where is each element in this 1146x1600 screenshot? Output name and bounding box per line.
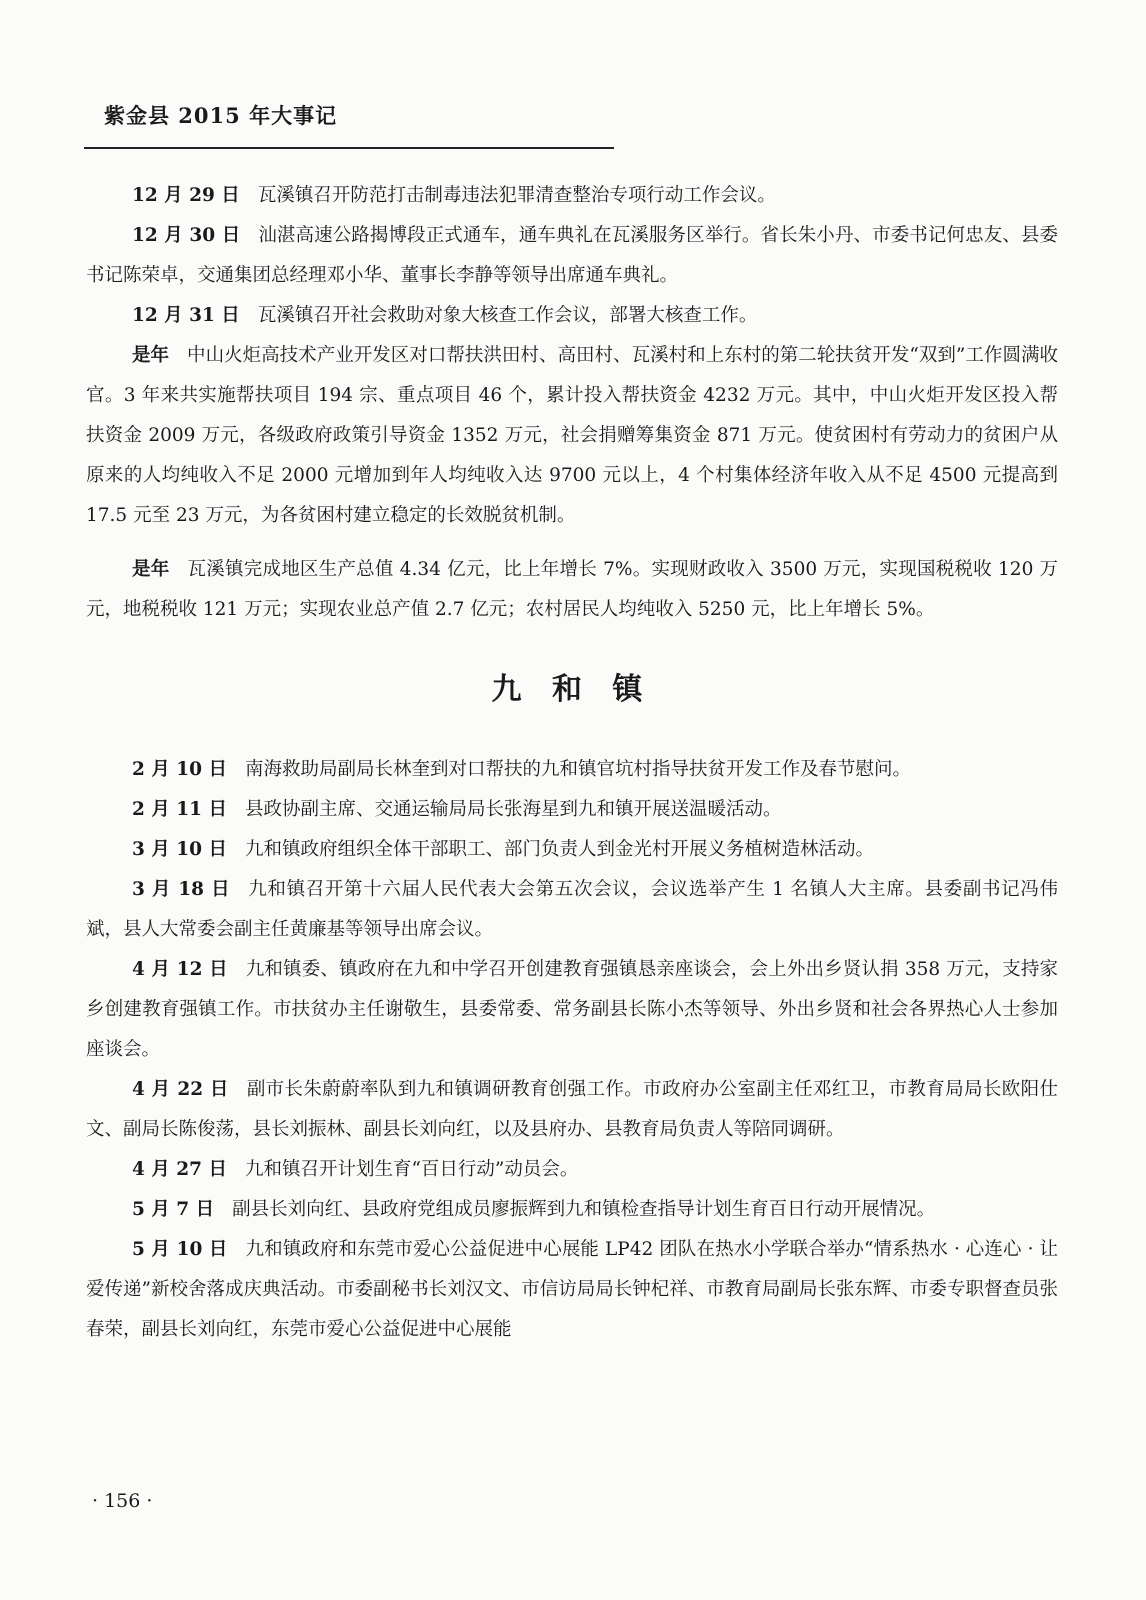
entry-wa-xi-1230 (86, 216, 1058, 296)
entry-text: 县政协副主席、交通运输局局长张海星到九和镇开展送温暖活动。 (244, 799, 782, 820)
entry-date: 3 月 10 日 (132, 839, 227, 860)
entry-text: 瓦溪镇完成地区生产总值 4.34 亿元，比上年增长 7%。实现财政收入 3500 万元，实现国税税收 120 万元，地税税收 121 万元；实现农业总产值 2.7 亿元；农村居民人均纯收入 5250 元，比上年增长 5%。 (86, 559, 1058, 620)
entry-jiu-he-0412 (86, 950, 1058, 1070)
entry-date: 12 月 30 日 (132, 225, 241, 246)
entry-text: 南海救助局副局长林奎到对口帮扶的九和镇官坑村指导扶贫开发工作及春节慰问。 (244, 759, 911, 780)
entry-text: 中山火炬高技术产业开发区对口帮扶洪田村、高田村、瓦溪村和上东村的第二轮扶贫开发“双到”工作圆满收官。3 年来共实施帮扶项目 194 宗、重点项目 46 个，累计投入帮扶资金 4232 万元。其中，中山火炬开发区投入帮扶资金 2009 万元，各级政府政策引导资金 1352 万元，社会捐赠筹集资金 871 万元。使贫困村有劳动力的贫困户从原来的人均纯收入不足 2000 元增加到年人均纯收入达 9700 元以上，4 个村集体经济年收入从不足 4500 元提高到 17.5 元至 23 万元，为各贫困村建立稳定的长效脱贫机制。 (86, 345, 1058, 526)
entry-date: 5 月 10 日 (132, 1239, 228, 1260)
entry-date: 4 月 12 日 (132, 959, 228, 980)
entry-text: 九和镇召开计划生育“百日行动”动员会。 (244, 1159, 579, 1180)
entry-date: 4 月 22 日 (132, 1079, 229, 1100)
entry-jiu-he-0211 (86, 790, 1058, 830)
entry-date: 12 月 31 日 (132, 305, 240, 326)
entry-date: 4 月 27 日 (132, 1159, 227, 1180)
entry-text: 瓦溪镇召开防范打击制毒违法犯罪清查整治专项行动工作会议。 (257, 185, 776, 206)
page-number: · 156 · (92, 1490, 153, 1512)
entry-text: 九和镇委、镇政府在九和中学召开创建教育强镇恳亲座谈会，会上外出乡贤认捐 358 万元，支持家乡创建教育强镇工作。市扶贫办主任谢敬生，县委常委、常务副县长陈小杰等领导、外出乡贤和社会各界热心人士参加座谈会。 (86, 959, 1058, 1060)
entry-date: 2 月 11 日 (132, 799, 227, 820)
entry-date: 3 月 18 日 (132, 879, 231, 900)
entry-jiu-he-0310 (86, 830, 1058, 870)
entry-text: 九和镇召开第十六届人民代表大会第五次会议，会议选举产生 1 名镇人大主席。县委副书记冯伟斌，县人大常委会副主任黄廉基等领导出席会议。 (86, 879, 1058, 940)
entry-jiu-he-0210 (86, 750, 1058, 790)
entry-jiu-he-0422 (86, 1070, 1058, 1150)
section-title: 九 和 镇 (491, 672, 653, 707)
entry-text: 瓦溪镇召开社会救助对象大核查工作会议，部署大核查工作。 (257, 305, 758, 326)
entry-wa-xi-1231 (86, 296, 1058, 336)
entry-text: 九和镇政府和东莞市爱心公益促进中心展能 LP42 团队在热水小学联合举办“情系热水 · 心连心 · 让爱传递”新校舍落成庆典活动。市委副秘书长刘汉文、市信访局局长钟杞祥、市教育局副局长张东辉、市委专职督查员张春荣，副县长刘向红，东莞市爱心公益促进中心展能 (86, 1239, 1058, 1340)
header-rule (84, 147, 614, 149)
entry-tag: 是年 (132, 559, 170, 580)
entry-jiu-he-0510 (86, 1230, 1058, 1350)
running-header: 紫金县 2015 年大事记 (104, 103, 338, 128)
entry-wa-xi-1229 (86, 176, 1058, 216)
entry-year-economy (86, 550, 1058, 630)
entry-jiu-he-0427 (86, 1150, 1058, 1190)
page-content (86, 176, 1058, 1350)
entry-text: 副市长朱蔚蔚率队到九和镇调研教育创强工作。市政府办公室副主任邓红卫，市教育局局长欧阳仕文、副局长陈俊荡，县长刘振林、副县长刘向红，以及县府办、县教育局负责人等陪同调研。 (86, 1079, 1058, 1140)
entry-tag: 是年 (132, 345, 170, 366)
entry-date: 5 月 7 日 (132, 1199, 215, 1220)
entry-text: 九和镇政府组织全体干部职工、部门负责人到金光村开展义务植树造林活动。 (244, 839, 874, 860)
spacer (86, 536, 1058, 550)
entry-year-poverty (86, 336, 1058, 536)
entry-text: 汕湛高速公路揭博段正式通车，通车典礼在瓦溪服务区举行。省长朱小丹、市委书记何忠友、县委书记陈荣卓，交通集团总经理邓小华、董事长李静等领导出席通车典礼。 (86, 225, 1058, 286)
entry-date: 2 月 10 日 (132, 759, 227, 780)
entry-date: 12 月 29 日 (132, 185, 240, 206)
entry-jiu-he-0318 (86, 870, 1058, 950)
entry-text: 副县长刘向红、县政府党组成员廖振辉到九和镇检查指导计划生育百日行动开展情况。 (232, 1199, 936, 1220)
entry-jiu-he-0507 (86, 1190, 1058, 1230)
